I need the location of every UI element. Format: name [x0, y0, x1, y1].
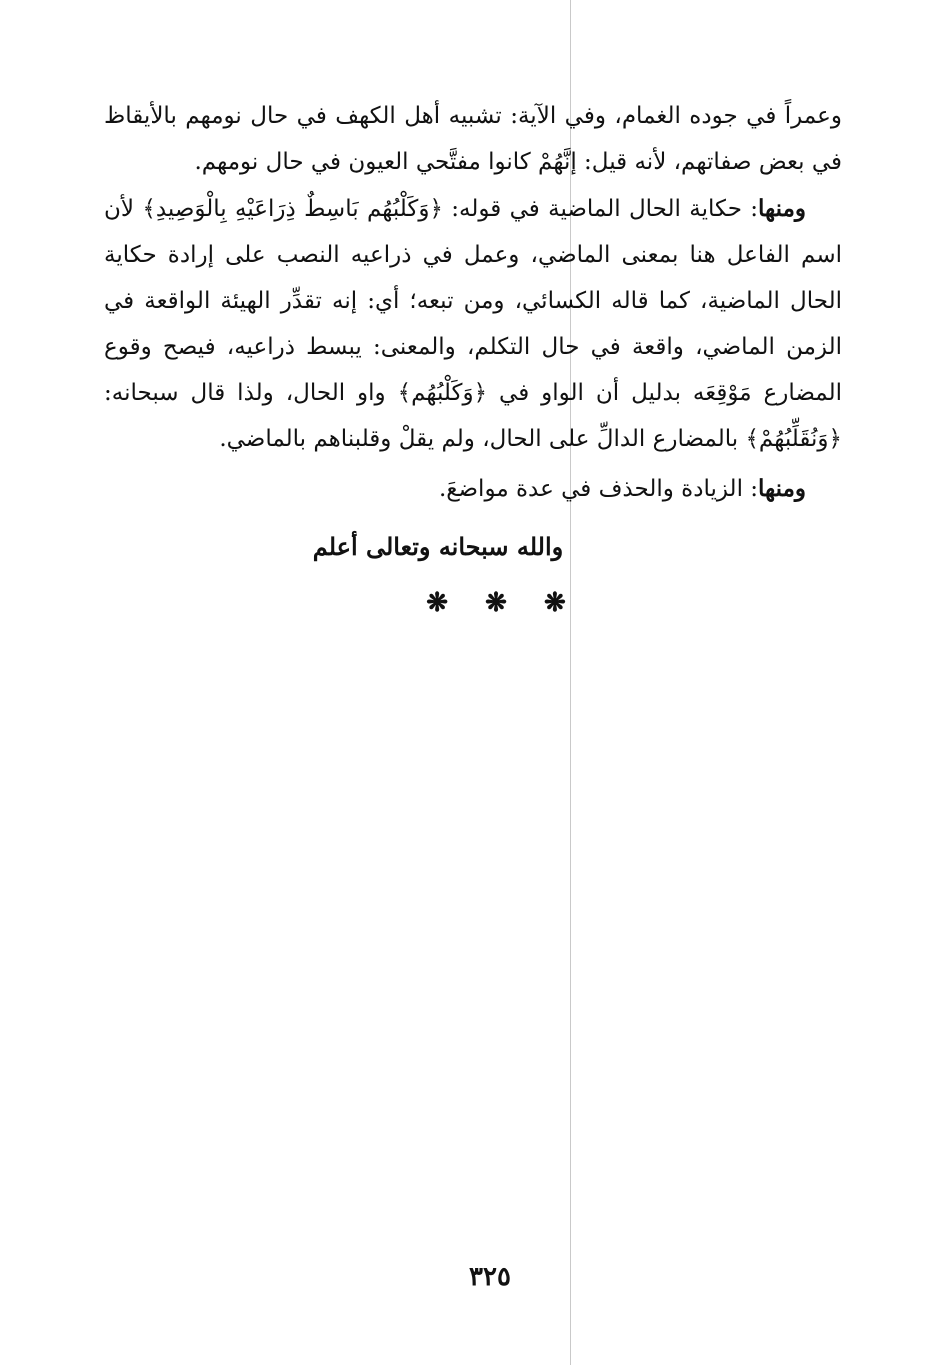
paragraph-2-text-4: بالمضارع الدالِّ على الحال، ولم يقلْ وقلبناهم بالماضي.	[219, 426, 746, 452]
paragraph-3-lead: ومنها	[758, 475, 806, 502]
paragraph-1: وعمراً في جوده الغمام، وفي الآية: تشبيه أهل الكهف في حال نومهم بالأيقاظ في بعض صفاتهم، لأنه قيل: إنَّهُمْ كانوا مفتَّحي العيون في حال نومهم.	[104, 103, 842, 175]
closing-phrase	[104, 524, 842, 570]
quran-quote-2: ﴿وَكَلْبُهُم﴾	[397, 380, 488, 406]
paragraph-2-text-1: : حكاية الحال الماضية في قوله:	[442, 196, 759, 222]
paragraph-2-lead: ومنها	[758, 195, 806, 222]
quran-quote-3: ﴿وَنُقَلِّبُهُمْ﴾	[745, 426, 842, 452]
paragraph-3-text: : الزيادة والحذف في عدة مواضعَ.	[438, 476, 759, 502]
paragraph-3	[104, 466, 842, 512]
paragraph-2-text-3: واو الحال، ولذا قال سبحانه:	[104, 380, 398, 406]
section-separator: ❋ ❋ ❋	[426, 588, 580, 618]
page-number: ٣٢٥	[469, 1262, 511, 1292]
closing-text: والله سبحانه وتعالى أعلم	[312, 532, 564, 561]
paragraph-2	[104, 186, 842, 462]
quran-quote-1: ﴿وَكَلْبُهُم بَاسِطٌ ذِرَاعَيْهِ بِالْوَصِيدِ﴾	[142, 196, 443, 222]
paragraph-2-text-2: لأن اسم الفاعل هنا بمعنى الماضي، وعمل في ذراعيه النصب على إرادة حكاية الحال الماضية، كما قاله الكسائي، ومن تبعه؛ أي: إنه تقدِّر الهيئة الواقعة في الزمن الماضي، واقعة في حال التكلم، والمعنى: يبسط ذراعيه، فيصح وقوع المضارع مَوْقِعَه بدليل أن الواو في	[104, 196, 842, 406]
